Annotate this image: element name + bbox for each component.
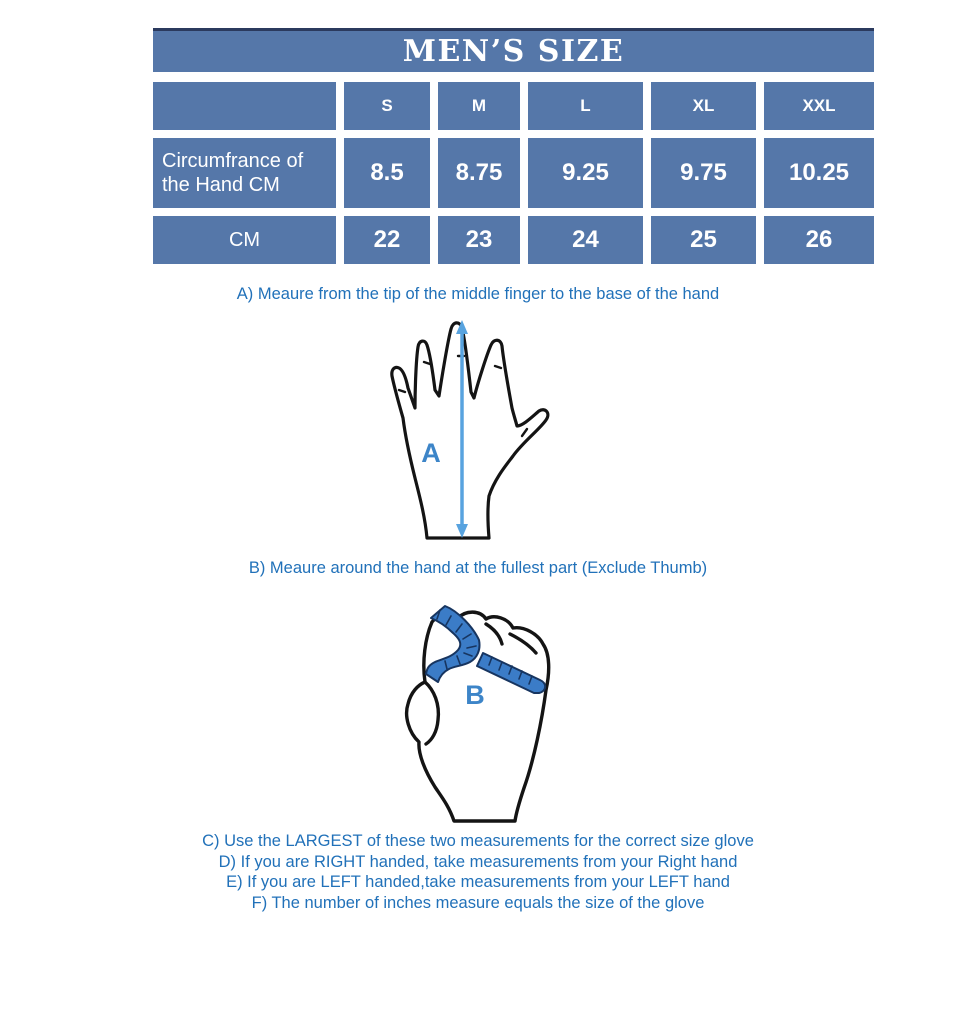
circumference-value-m: 8.75 (438, 138, 520, 208)
hand-outline-illustration (392, 323, 548, 538)
diagram-label-a: A (421, 438, 441, 468)
size-header-l: L (528, 82, 643, 130)
size-header-s: S (344, 82, 430, 130)
footer-notes (0, 831, 956, 913)
circumference-value-xxl: 10.25 (764, 138, 874, 208)
row-label-circumference: Circumfrance of the Hand CM (153, 138, 336, 208)
instruction-f: F) The number of inches measure equals the size of the glove (251, 893, 705, 912)
table-grid (153, 82, 874, 264)
mens-size-table (153, 28, 874, 264)
circumference-value-xl: 9.75 (651, 138, 756, 208)
cm-value-l: 24 (528, 216, 643, 264)
size-header-xxl: XXL (764, 82, 874, 130)
instruction-d: D) If you are RIGHT handed, take measurements from your Right hand (218, 852, 738, 871)
size-header-m: M (438, 82, 520, 130)
cm-value-xl: 25 (651, 216, 756, 264)
cm-value-s: 22 (344, 216, 430, 264)
instruction-b: B) Meaure around the hand at the fullest part (Exclude Thumb) (248, 559, 708, 577)
fist-measure-diagram (388, 592, 593, 827)
instruction-c: C) Use the LARGEST of these two measurements for the correct size glove (202, 832, 754, 850)
cm-value-xxl: 26 (764, 216, 874, 264)
instruction-e: E) If you are LEFT handed,take measurements from your LEFT hand (226, 873, 730, 892)
instruction-a: A) Meaure from the tip of the middle finger to the base of the hand (236, 285, 720, 303)
size-header-xl: XL (651, 82, 756, 130)
cm-value-m: 23 (438, 216, 520, 264)
circumference-value-l: 9.25 (528, 138, 643, 208)
circumference-value-s: 8.5 (344, 138, 430, 208)
row-label-cm: CM (153, 216, 336, 264)
open-hand-measure-diagram (375, 316, 585, 546)
diagram-label-b: B (465, 680, 485, 710)
table-corner-cell (153, 82, 336, 130)
table-title: MEN’S SIZE (153, 28, 874, 72)
